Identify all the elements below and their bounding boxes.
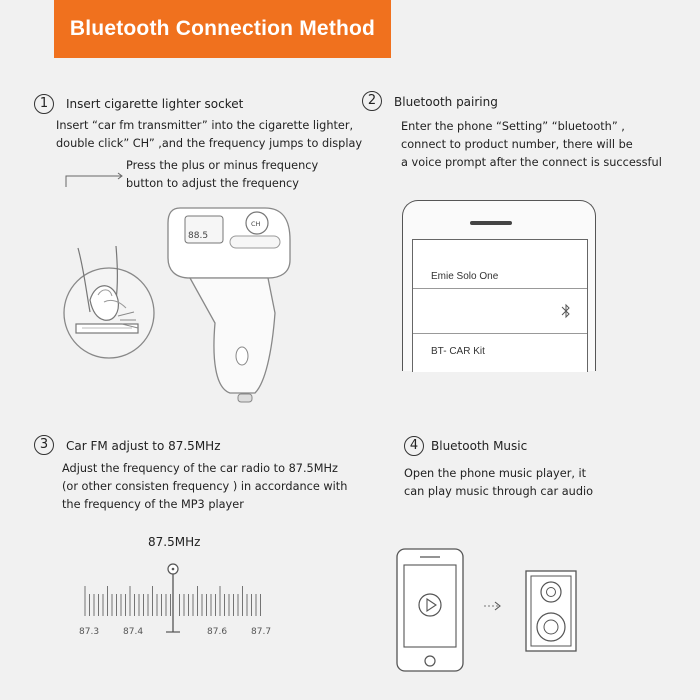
dial-label: 87.3 bbox=[79, 627, 100, 637]
device-ch-button-text: CH bbox=[251, 220, 261, 228]
dial-label: 87.4 bbox=[123, 627, 144, 637]
frequency-dial bbox=[70, 558, 280, 640]
step-4-line: Open the phone music player, it bbox=[404, 467, 587, 480]
step-2-line: Enter the phone “Setting” “bluetooth” , bbox=[401, 120, 625, 133]
step-4-description bbox=[404, 465, 593, 501]
step-2-title: Bluetooth pairing bbox=[394, 95, 498, 109]
device-display-text: 88.5 bbox=[188, 231, 209, 241]
step-3-title: Car FM adjust to 87.5MHz bbox=[66, 439, 221, 453]
step-3-line: Adjust the frequency of the car radio to 87.5MHz bbox=[62, 462, 338, 475]
step-1-note-line: Press the plus or minus frequency bbox=[126, 159, 319, 172]
step-2-number: 2 bbox=[362, 91, 382, 111]
dial-frequency-label: 87.5MHz bbox=[148, 535, 201, 549]
step-3-line: the frequency of the MP3 player bbox=[62, 498, 244, 511]
step-1-line: Insert “car fm transmitter” into the cigarette lighter, bbox=[56, 119, 354, 132]
step-1-description bbox=[56, 117, 362, 153]
step-3-line: (or other consisten frequency ) in accordance with bbox=[62, 480, 348, 493]
phone-speaker bbox=[470, 221, 512, 225]
fm-transmitter-illustration bbox=[160, 198, 300, 410]
step-1-title: Insert cigarette lighter socket bbox=[66, 97, 244, 111]
bt-device-name: Emie Solo One bbox=[431, 271, 499, 282]
step-3-description bbox=[62, 460, 347, 514]
step-2-line: connect to product number, there will be bbox=[401, 138, 633, 151]
bt-device-row[interactable] bbox=[413, 289, 587, 334]
phone-illustration bbox=[402, 200, 596, 371]
speaker-icon bbox=[526, 571, 576, 651]
pointer-arrow-icon bbox=[60, 170, 130, 192]
play-icon bbox=[419, 594, 441, 616]
arrow-right-icon bbox=[484, 602, 500, 610]
step-1-note bbox=[126, 157, 318, 193]
dial-label: 87.6 bbox=[207, 627, 228, 637]
bt-device-name: BT- CAR Kit bbox=[431, 346, 485, 357]
step-2-line: a voice prompt after the connect is successful bbox=[401, 156, 662, 169]
step-2-description bbox=[401, 118, 662, 172]
bt-device-row[interactable] bbox=[413, 240, 587, 289]
dial-label: 87.7 bbox=[251, 627, 272, 637]
step-4-number: 4 bbox=[404, 436, 424, 456]
step-4-title: Bluetooth Music bbox=[431, 439, 528, 453]
page-title-banner bbox=[54, 0, 391, 58]
step-3-number: 3 bbox=[34, 435, 54, 455]
page-title: Bluetooth Connection Method bbox=[69, 17, 376, 40]
bt-device-row[interactable] bbox=[413, 334, 587, 372]
hand-insert-illustration bbox=[56, 240, 166, 370]
step-4-line: can play music through car audio bbox=[404, 485, 594, 498]
step-1-line: double click” CH” ,and the frequency jumps to display bbox=[56, 137, 363, 150]
music-illustration bbox=[392, 545, 592, 675]
step-1-note-line: button to adjust the frequency bbox=[126, 177, 299, 190]
bluetooth-icon bbox=[561, 303, 571, 319]
step-1-number: 1 bbox=[34, 94, 54, 114]
phone-screen bbox=[412, 239, 588, 372]
